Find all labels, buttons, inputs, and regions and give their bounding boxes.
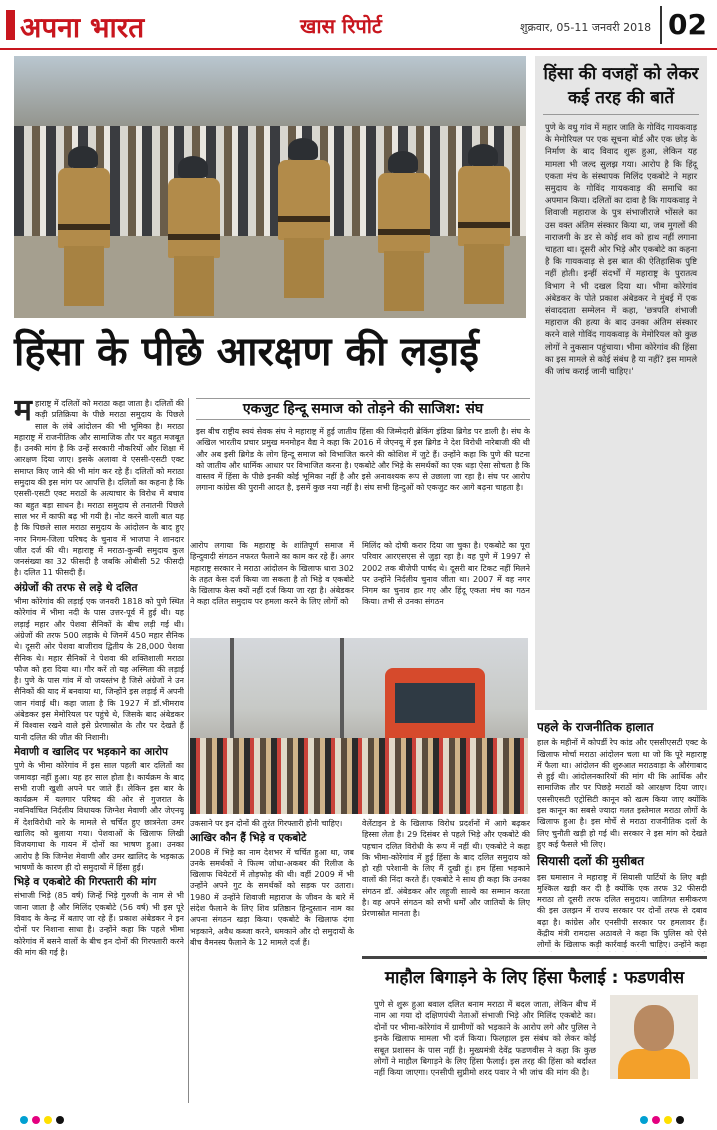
sidebar-text: पुणे के वधु गांव में महार जाति के गोविंद गायकवाड़ के मेमोरियल पर एक सूचना बोर्ड और एक छोड़ के निर्माण के बाद विवाद शुरू हुआ, लेकिन यह मामला भी जल्द सुलझ गया। आरोप है कि हिंदू एकता मंच के संस्थापक मिलिंद एकबोटे ने महार समुदाय के गोविंद गायकवाड़ की समाधि का अपमान किया। दलितों का दावा है कि गायकवाड़ ने शिवाजी महाराज के पुत्र संभाजीराजे भोंसले का उस वक्त अंतिम संस्कार किया था, जब मुगलों की नाराजगी के डर से कोई शव को हाथ नहीं लगाना चाहता था। दूसरी ओर भिड़े और एकबोटे का कहना है कि गायकवाड़ से इस बात की ऐतिहासिक पुष्टि नहीं होती। इन्हीं संदर्भों में महाराष्ट्र के पुरातत्व विभाग ने भी दखल दिया था। भीमा कोरेगांव अंबेडकर के पोते प्रकाश अंबेडकर ने मुंबई में एक संवाददाता सम्मेलन में कहा, 'छत्रपति शंभाजी महाराज की हत्या के बाद उनका अंतिम संस्कार करने वाले गोविंद गायकवाड़ के मेमोरियल को कुछ लोगों ने नुकसान पहुंचाया। भीमा कोरेगांव की हिंसा का इस मामले से कोई संबंध है या नहीं? इस मामले की जांच कराई जानी चाहिए।' (545, 122, 698, 377)
column-2-upper: आरोप लगाया कि महाराष्ट्र के शांतिपूर्ण समाज में हिन्दुवादी संगठन नफरत फैलाने का काम कर रहे हैं। अगर महाराष्ट्र सरकार ने मराठा आंदोलन के खिलाफ धारा 302 के तहत केस दर्ज किया जा सकता है तो भिड़े व एकबोटे के खिलाफ केस क्यों नहीं दर्ज किया जा रहा है। अंबेडकर ने कहा दलित समुदाय पर हमला करने के लिए लोगों को (190, 541, 354, 607)
subheading-siyasi: सियासी दलों की मुसीबत (537, 854, 645, 869)
column-2-lower (190, 818, 354, 1103)
bhide-text: संभाजी भिड़े (85 वर्ष) जिन्हें भिड़े गुरुजी के नाम से भी जाना जाता है और मिलिंद एकबोटे (56 वर्ष) भी इस पूरे विवाद के केन्द्र में बताए जा रहे हैं। प्रकाश अंबेडकर ने इन दोनों पर निशाना साधा है। उन्होंने कहा कि पहले भीमा कोरेगांव में बसने वालों के बीच इन दोनों की गिरफ्तारी करने की मांग की गई है। (14, 891, 184, 957)
page-header (0, 0, 717, 50)
police-figure (374, 151, 434, 311)
column-1 (14, 398, 184, 1103)
page-number: 02 (668, 8, 707, 41)
police-figure (274, 138, 334, 298)
subheading-angrez: अंग्रेजों की तरफ से लड़े थे दलित (14, 581, 138, 594)
registration-dot (664, 1116, 672, 1124)
photo-caption-text: उकसाने पर इन दोनों की तुरंत गिरफ्तारी होनी चाहिए। (190, 819, 343, 828)
registration-dot (32, 1116, 40, 1124)
subheading-mevani: मेवाणी व खालिद पर भड़काने का आरोप (14, 745, 169, 758)
column-3-lower: वेलेंटाइन डे के खिलाफ विरोध प्रदर्शनों में आगे बढ़कर हिस्सा लेता है। 29 दिसंबर से पहले भिड़े और एकबोटे की पहचान दलित विरोधी के रूप में नहीं थी। एकबोटे ने कहा कि भीमा-कोरेगांव में हुई हिंसा के बाद दलित समुदाय को हो रही परेशानी के लिए मैं दुखी हूं। हम हिंसा भड़काने वालों की निंदा करते हैं। एकबोटे ने साथ ही कहा कि उनका संगठन डॉ. अंबेडकर और लहूजी साल्वे का सम्मान करता है। वह अपने संगठन को सभी धर्मों और जातियों के लिए प्रेरणास्रोत मानता है। (362, 819, 530, 919)
drop-cap: म (14, 398, 32, 428)
siyasi-text: इस घमासान ने महाराष्ट्र में सियासी पार्टियों के लिए बड़ी मुश्किल खड़ी कर दी है क्योंकि एक तरफ 32 फीसदी मराठा तो दूसरी तरफ दलित समुदाय। जातिगत समीकरण की इस उलझन में राज्य सरकार पर दोनों तरफ से दबाव बढ़ा है। कांग्रेस और एनसीपी सरकार पर हमलावर हैं। केंद्रीय मंत्री रामदास अठावले ने कहा कि पुलिस को ऐसे लोगों के खिलाफ कड़ी कार्रवाई करनी चाहिए। उन्होंने कहा (537, 872, 707, 950)
police-photo (14, 56, 526, 318)
brand-logo: अपना भारत (20, 11, 145, 44)
registration-dot (44, 1116, 52, 1124)
fadnavis-box (362, 956, 707, 1080)
police-figure (164, 156, 224, 316)
lead-text: हाराष्ट्र में दलितों को मराठा कहा जाता है। दलितों की कड़ी प्रतिक्रिया के पीछे मराठा समुदाय के पिछले साल के लंबे आंदोलन की भी भूमिका है। मराठा महाराष्ट्र में राजनीतिक और सामाजिक तौर पर बहुत मजबूत हैं। उनकी मांग है कि उन्हें सरकारी नौकरियों और शिक्षा में आरक्षण दिया जाए। इसके अलावा वे एससी-एसटी एक्ट समाप्त किए जाने की भी मांग कर रहे हैं। दलितों को मराठा समुदाय की इस मांग पर आपत्ति है। दलितों का कहना है कि एससी-एसटी एक्ट मराठों के अत्याचार के विरोध में बचाव का बहुत बड़ा साधन है। मराठा समुदाय से तनातनी पिछले साल भर में काफी बढ़ भी गयी है। नोट करने वाली बात यह है कि पिछले साल मराठा समुदाय के आंदोलन के बाद हुए नगर निगम-जिला परिषद के चुनाव में भाजपा ने शानदार जीत दर्ज की थी। महाराष्ट्र में मराठा-कुन्बी समुदाय कुल जनसंख्या का 32 फीसदी है जबकि ओबीसी 52 फीसदी है। दलित 11 फीसदी हैं। (14, 399, 184, 578)
section-title: खास रिपोर्ट (300, 14, 383, 38)
right-column (537, 716, 707, 952)
registration-dot (652, 1116, 660, 1124)
subheading-bhide: भिड़े व एकबोटे की गिरफ्तारी की मांग (14, 876, 157, 889)
issue-date: शुक्रवार, 05-11 जनवरी 2018 (520, 21, 652, 34)
protest-crowd-image (190, 738, 528, 814)
police-figure (54, 146, 114, 306)
sangh-text: इस बीच राष्ट्रीय स्वयं सेवक संघ ने महाराष्ट्र में हुई जातीय हिंसा की जिम्मेदारी ब्रेकिंग इंडिया ब्रिगेड पर डाली है। संघ के अखिल भारतीय प्रचार प्रमुख मनमोहन वैद्य ने कहा कि 2016 में जेएनयू में इस ब्रिगेड ने देश विरोधी नारेबाजी की थी और अब इसी ब्रिगेड के लोग हिन्दू समाज को विभाजित करने की कोशिश में जुटे हैं। उन्होंने कहा कि पुणे की घटना को जातीय और धार्मिक आधार पर विभाजित करना है। एकबोटे और भिड़े के समर्थकों का एक धड़ा ऐसा सोचता है कि वास्तव में हिंसा के पीछे इनकी कोई भूमिका नहीं है और इसे अनावश्यक रूप से उछाला जा रहा है। संघ पर आरोप लगाना कांग्रेस की पुरानी आदत है, इसमें कुछ नया नहीं है। संघ सभी हिन्दुओं को एकजुट कर आगे बढ़ना चाहता है। (196, 427, 530, 493)
column-3-upper: मिलिंद को दोषी करार दिया जा चुका है। एकबोटे का पूरा परिवार आरएसएस से जुड़ा रहा है। वह पुणे में 1997 से 2002 तक बीजेपी पार्षद थे। दूसरी बार टिकट नहीं मिलने पर उन्होंने निर्दलीय चुनाव जीता था। 2007 में वह नगर निगम का चुनाव हार गए और हिंदू एकता मंच का गठन किया। तभी से उनका संगठन (362, 541, 530, 607)
mevani-text: पुणे के भीमा कोरेगांव में इस साल पहली बार दलितों का जमावड़ा नहीं हुआ। यह हर साल होता है। कार्यक्रम के बाद सभी राजी खुशी अपने घर जाते हैं। लेकिन इस बार के कार्यक्रम में यलगार परिषद की ओर से गुजरात के नवनिर्वाचित निर्दलीय विधायक जिग्नेश मेवाणी और जेएनयू में देशविरोधी नारे के मामले से चर्चित हुए छात्रनेता उमर खालिद को बुलाया गया। पेशवाओं के खिलाफ लिखी विजयगाथा के गायन में दोनों का भाषण हुआ। उनका आरोप है कि जिग्नेश मेवाणी और उमर खालिद के भड़काऊ भाषणों के कारण ही दो समुदायों में हिंसा हुई। (14, 761, 184, 872)
fadnavis-portrait (610, 995, 698, 1079)
main-headline: हिंसा के पीछे आरक्षण की लड़ाई (14, 328, 479, 375)
registration-dot (676, 1116, 684, 1124)
registration-dot (20, 1116, 28, 1124)
kaun-text: 2008 में भिड़े का नाम देशभर में चर्चित हुआ था, जब उनके समर्थकों ने फिल्म जोधा-अकबर की रिलीज के खिलाफ थियेटरों में तोड़फोड़ की थी। वहीं 2009 में भी उन्होंने अपने गुट के समर्थकों को सड़क पर उतारा। 1980 में उन्होंने शिवाजी महाराज के जीवन के बारे में संदेश फैलाने के लिए शिव प्रतिष्ठान हिन्दुस्तान नाम का अपना संगठन खड़ा किया। एकबोटे के खिलाफ दंगा भड़काने, अवैध कब्जा करने, धमकाने और दो समुदायों के बीच वैमनस्य फैलाने के 12 मामले दर्ज हैं। (190, 847, 354, 947)
sidebar-box (535, 56, 707, 710)
police-figure (454, 144, 514, 304)
subheading-kaun: आखिर कौन हैं भिड़े व एकबोटे (190, 832, 307, 845)
fadnavis-title: माहौल बिगाड़ने के लिए हिंसा फैलाई : फडणवीस (384, 968, 685, 988)
angrez-text: भीमा कोरेगांव की लड़ाई एक जनवरी 1818 को पुणे स्थित कोरेगांव में भीमा नदी के पास उत्तर-पूर्व में हुई थी। यह लड़ाई महार और पेशवा सैनिकों के बीच लड़ी गई थी। अंग्रेजों की तरफ 500 लड़ाके थे जिनमें 450 महार सैनिक थे। दूसरी ओर पेशवा बाजीराव द्वितीय के 28,000 पेशवा सैनिक थे। महार सैनिकों ने पेशवा की शक्तिशाली मराठा फौज को हरा दिया था। गौर करें तो यह अस्मिता की लड़ाई है। पुणे के पास गांव में वो जयस्तंभ है जिसे अंग्रेजों ने उन सैनिकों की याद में बनवाया था, जिन्होंने इस लड़ाई में अपनी जान गंवाई थी। कहा जाता है कि 1927 में डॉ.भीमराव अंबेडकर इस मेमोरियल पर पहुंचे थे, जिसके बाद अंबेडकर में विश्वास रखने वाले इसे प्रेरणास्रोत के तौर पर देखते हैं यानी दलित की जीत की निशानी। (14, 597, 184, 742)
sidebar-title: हिंसा की वजहों को लेकर कई तरह की बातें (543, 64, 699, 108)
train-crowd-photo (190, 638, 528, 814)
registration-dot (640, 1116, 648, 1124)
sangh-subheading: एकजुट हिन्दू समाज को तोड़ने की साजिश: संघ (196, 398, 530, 420)
registration-dot (56, 1116, 64, 1124)
pahle-text: हाल के महीनों में कोपर्डी रेप कांड और एससीएसटी एक्ट के खिलाफ मोर्चा मराठा आंदोलन चला था जो कि पूरे महाराष्ट्र में फैला था। आंदोलन की शुरुआत मराठवाड़ा के औरंगाबाद से हुई थी। आंदोलनकारियों की मांग थी कि आर्थिक और सामाजिक तौर पर पिछड़े मराठों को आरक्षण दिया जाए। एससीएसटी एट्रोसिटी कानून को खत्म किया जाए क्योंकि इस कानून का सबसे ज्यादा गलत इस्तेमाल मराठा लोगों के खिलाफ हुआ है। इस मोर्चे से मराठा राजनीतिक दलों के लिए चुनौती खड़ी हो गई थी। सरकार ने इस मांग को देखते हुए कई फैसले भी लिए। (537, 738, 707, 849)
column-divider (188, 398, 189, 1103)
fadnavis-text: पुणे से शुरू हुआ बवाल दलित बनाम मराठा में बदल जाता, लेकिन बीच में नाम आ गया दो दक्षिणपंथी नेताओं संभाजी भिड़े और मिलिंद एकबोटे का। दोनों पर भीमा-कोरेगांव में ग्रामीणों को भड़काने के आरोप लगे और पुलिस ने इनके खिलाफ मामला भी दर्ज किया। फिलहाल इस संबंध को लेकर कोई सबूत प्रशासन के पास नहीं है। मुख्यमंत्री देवेंद्र फडणवीस ने कहा कि कुछ लोगों ने माहौल बिगाड़ने के लिए हिंसा फैलाई। इस तरह की हिंसा को बर्दाश्त नहीं किया जाएगा। एनसीपी सुप्रीमो शरद पवार ने भी जांच की मांग की है। (374, 999, 596, 1078)
brand-bar (6, 10, 15, 40)
page-footer (0, 1108, 717, 1130)
header-divider (660, 6, 662, 44)
subheading-pahle: पहले के राजनीतिक हालात (537, 720, 654, 734)
